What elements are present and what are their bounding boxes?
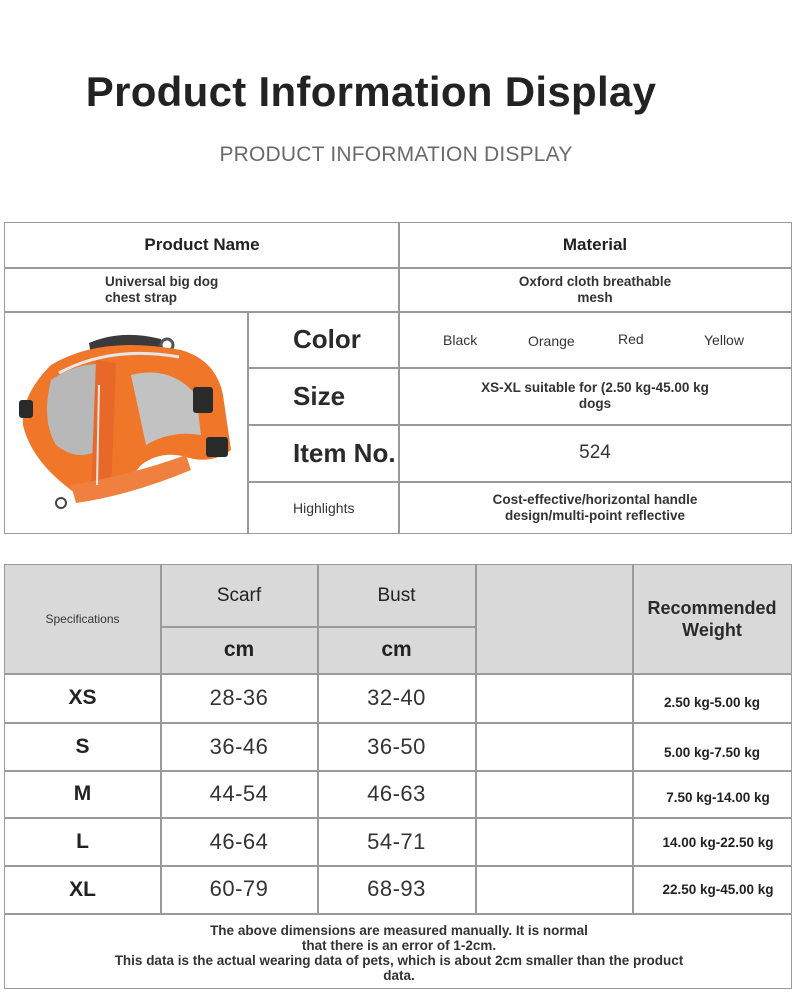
color-yellow: Yellow — [704, 332, 744, 348]
color-red: Red — [618, 331, 644, 347]
measurement-note-1: The above dimensions are measured manually. It is normal — [210, 923, 588, 938]
product-name-value: Universal big dog chest strap — [105, 274, 219, 305]
color-orange: Orange — [528, 333, 575, 349]
bust-header: Bust — [377, 584, 416, 606]
product-info-table — [4, 222, 792, 534]
color-label: Color — [293, 324, 361, 354]
dog-harness-icon — [11, 325, 241, 520]
bust-unit: cm — [381, 638, 412, 661]
specifications-header: Specifications — [45, 612, 120, 626]
measurement-note-2: that there is an error of 1-2cm. — [301, 938, 497, 953]
scarf-unit: cm — [223, 638, 255, 661]
color-black: Black — [443, 332, 478, 348]
product-image — [5, 312, 247, 533]
highlights-value: Cost-effective/horizontal handle design/multi-point reflective — [492, 491, 698, 523]
measurement-note-3: This data is the actual wearing data of pets, which is about 2cm smaller than the product — [114, 953, 684, 968]
item-no-value: 524 — [579, 442, 611, 463]
product-name-header: Product Name — [144, 235, 260, 254]
measurement-note-4: data. — [383, 968, 415, 983]
page-title: Product Information Display — [85, 68, 657, 115]
size-value: XS-XL suitable for (2.50 kg-45.00 kg dogs — [481, 380, 709, 411]
material-value: Oxford cloth breathable mesh — [518, 274, 672, 305]
scarf-header: Scarf — [216, 584, 262, 606]
size-label: Size — [293, 380, 346, 411]
highlights-label: Highlights — [293, 499, 355, 516]
material-header: Material — [562, 235, 628, 254]
item-no-label: Item No. — [293, 437, 396, 468]
size-chart-table: Specifications Scarf Bust cm cm Recommended Weight XS 28-36 32-40 2.50 kg-5.00 kg S 36-46 36-50 5.00 kg-7.50 kg M 44-54 46-63 7.50 kg-14.00 kg L 46-64 54-71 14.00 kg-22.50 kg XL 60-79 68-93 22.50 kg-45.00 kg The above dimensions are measured manually. It is normal that there is an error of 1-2cm. This data is the actual wearing data of pets, which is about 2cm smaller than the product data. — [4, 564, 792, 989]
recommended-weight-header: Recommended Weight — [647, 598, 777, 640]
page-subtitle: PRODUCT INFORMATION DISPLAY — [219, 143, 573, 166]
